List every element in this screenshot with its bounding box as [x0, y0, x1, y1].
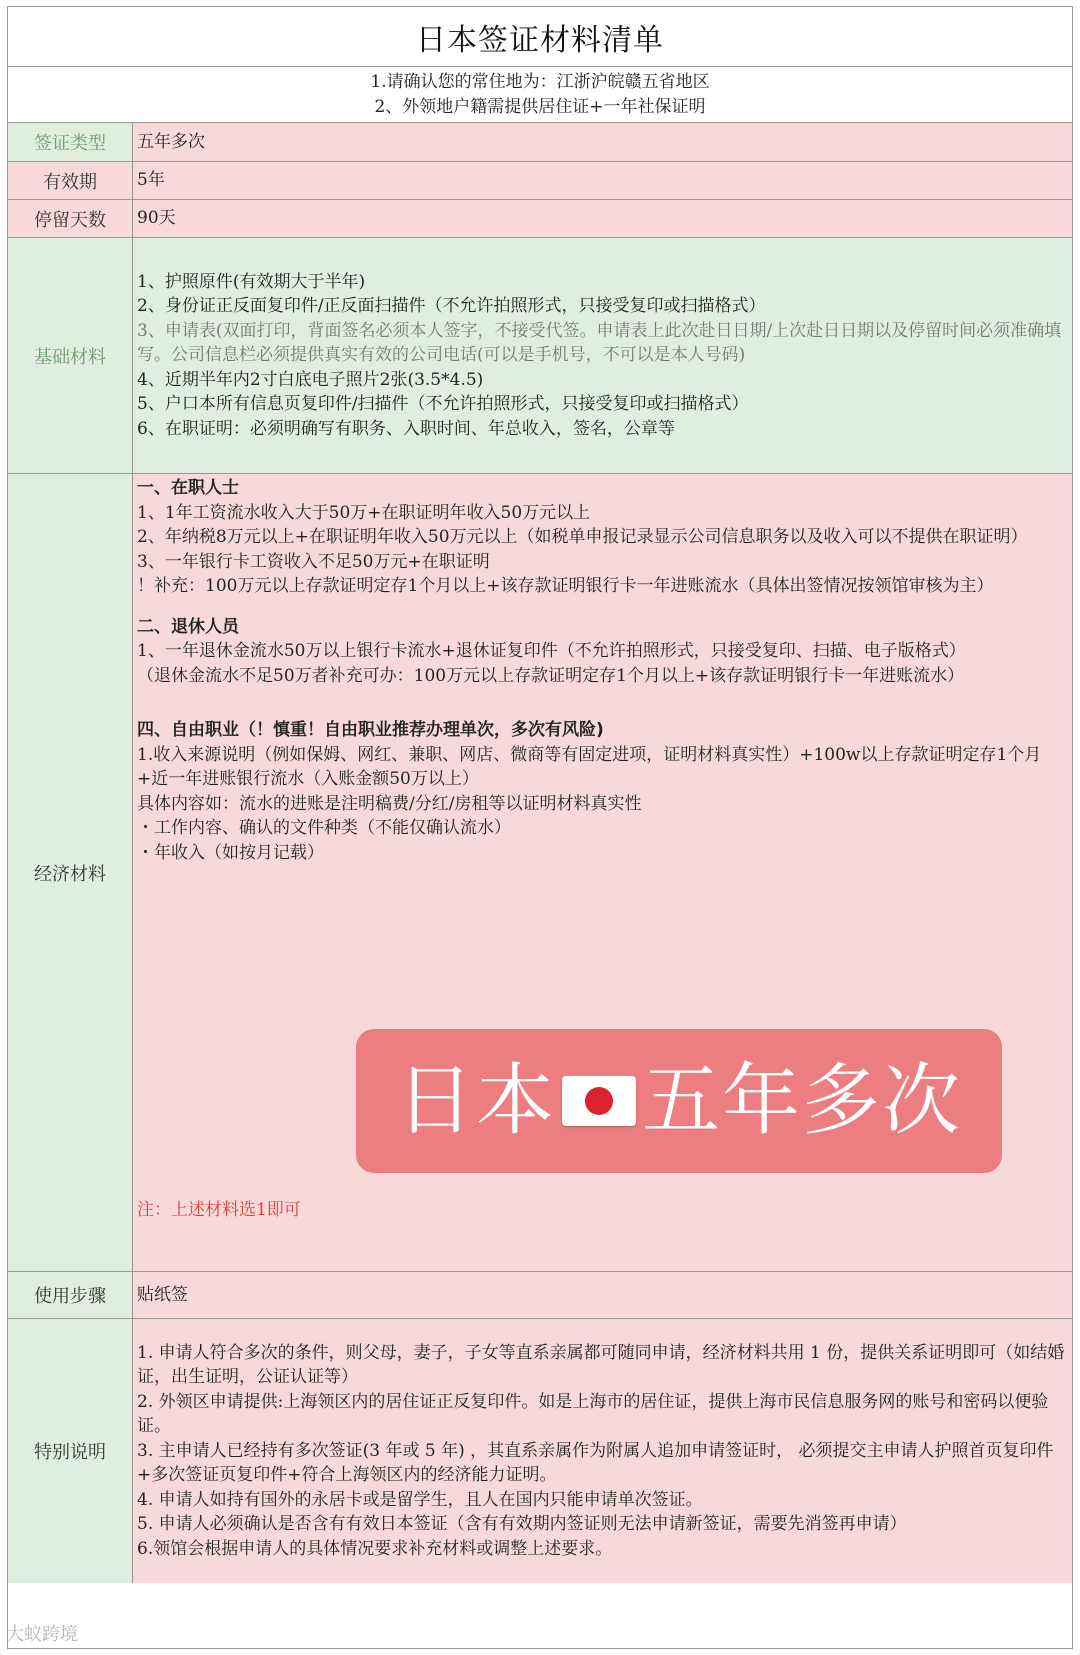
- notice-line-2: 2、外领地户籍需提供居住证+一年社保证明: [374, 96, 706, 117]
- banner-text-right: 五年多次: [642, 1055, 963, 1146]
- selection-note: 注：上述材料选1即可: [137, 1200, 301, 1220]
- validity-value: 5年: [133, 162, 1072, 199]
- stay-value: 90天: [133, 200, 1072, 237]
- visa-type-value: 五年多次: [133, 123, 1072, 161]
- basic-materials-list: [133, 238, 1072, 473]
- banner-text-left: 日本: [395, 1055, 556, 1146]
- list-item: ・工作内容、确认的文件种类（不能仅确认流水）: [137, 818, 511, 838]
- list-item: 3、一年银行卡工资收入不足50万元+在职证明: [137, 551, 490, 572]
- basic-materials-label: 基础材料: [8, 238, 133, 473]
- list-item: 5. 申请人必须确认是否含有有效日本签证（含有有效期内签证则无法申请新签证，需要先消签再申请）: [137, 1514, 907, 1535]
- visa-type-label: 签证类型: [8, 123, 133, 161]
- list-item: 3. 主申请人已经持有多次签证(3 年或 5 年) ，其直系亲属作为附属人追加申请签证时， 必须提交主申请人护照首页复印件+多次签证页复印件+符合上海领区内的经济能力证明。: [137, 1440, 1054, 1486]
- list-item: ！补充：100万元以上存款证明定存1个月以上+该存款证明银行卡一年进账流水（具体出签情况按领馆审核为主）: [137, 576, 994, 596]
- list-item: 1.收入来源说明（例如保姆、网红、兼职、网店、微商等有固定进项，证明材料真实性）+100w以上存款证明定存1个月+近一年进账银行流水（入账金额50万以上）: [137, 744, 1042, 789]
- row-usage: [8, 1272, 1072, 1319]
- promo-banner: [356, 1029, 1002, 1173]
- list-item: 4. 申请人如持有国外的永居卡或是留学生，且人在国内只能申请单次签证。: [137, 1489, 703, 1510]
- row-basic-materials: [8, 238, 1072, 474]
- usage-value: 贴纸签: [133, 1272, 1072, 1318]
- notice-block: [8, 67, 1072, 123]
- row-economic-materials: [8, 474, 1072, 1272]
- list-item: 2、年纳税8万元以上+在职证明年收入50万元以上（如税单申报记录显示公司信息职务以及收入可以不提供在职证明）: [137, 527, 1028, 547]
- list-item: 1. 申请人符合多次的条件，则父母，妻子，子女等直系亲属都可随同申请，经济材料共用 1 份，提供关系证明即可（如结婚证，出生证明，公证认证等）: [137, 1342, 1065, 1388]
- list-item: 具体内容如：流水的进账是注明稿费/分红/房租等以证明材料真实性: [137, 793, 642, 814]
- row-special-notes: [8, 1319, 1072, 1583]
- list-item: 1、1年工资流水收入大于50万+在职证明年收入50万元以上: [137, 502, 591, 523]
- validity-label: 有效期: [8, 162, 133, 199]
- page-title: 日本签证材料清单: [8, 7, 1072, 67]
- section-heading-retired: 二、退休人员: [137, 616, 239, 637]
- row-visa-type: [8, 123, 1072, 162]
- list-item: 1、一年退休金流水50万以上银行卡流水+退休证复印件（不允许拍照形式，只接受复印、扫描、电子版格式）: [137, 641, 966, 661]
- notice-line-1: 1.请确认您的常住地为：江浙沪皖赣五省地区: [370, 71, 710, 92]
- list-item: 6.领馆会根据申请人的具体情况要求补充材料或调整上述要求。: [137, 1538, 613, 1559]
- section-heading-freelance: 四、自由职业（！慎重！自由职业推荐办理单次，多次有风险): [137, 720, 604, 740]
- list-item: 2、身份证正反面复印件/正反面扫描件（不允许拍照形式，只接受复印或扫描格式）: [137, 296, 766, 317]
- special-notes-list: [133, 1319, 1072, 1583]
- visa-checklist-table: [7, 6, 1073, 1649]
- list-item: 4、近期半年内2寸白底电子照片2张(3.5*4.5): [137, 369, 484, 390]
- economic-materials-content: [133, 474, 1072, 1271]
- section-heading-employed: 一、在职人士: [137, 478, 239, 498]
- special-notes-label: 特别说明: [8, 1319, 133, 1583]
- usage-label: 使用步骤: [8, 1272, 133, 1318]
- row-validity: [8, 162, 1072, 200]
- watermark: 大蚁跨境: [6, 1624, 78, 1645]
- list-item: 3、申请表(双面打印，背面签名必须本人签字，不接受代签。申请表上此次赴日日期/上次赴日日期以及停留时间必须准确填写。公司信息栏必须提供真实有效的公司电话(可以是手机号，不可以是本人号码): [137, 320, 1062, 366]
- list-item: 1、护照原件(有效期大于半年): [137, 271, 366, 292]
- list-item: 2. 外领区申请提供:上海领区内的居住证正反复印件。如是上海市的居住证，提供上海市民信息服务网的账号和密码以便验证。: [137, 1391, 1049, 1437]
- economic-materials-label: 经济材料: [8, 474, 133, 1271]
- list-item: ・年收入（如按月记载）: [137, 842, 324, 863]
- japan-flag-icon: [562, 1076, 636, 1126]
- list-item: （退休金流水不足50万者补充可办：100万元以上存款证明定存1个月以上+该存款证明银行卡一年进账流水）: [137, 665, 965, 686]
- list-item: 5、户口本所有信息页复印件/扫描件（不允许拍照形式，只接受复印或扫描格式）: [137, 394, 749, 415]
- stay-label: 停留天数: [8, 200, 133, 237]
- list-item: 6、在职证明：必须明确写有职务、入职时间、年总收入，签名，公章等: [137, 418, 675, 439]
- row-stay: [8, 200, 1072, 238]
